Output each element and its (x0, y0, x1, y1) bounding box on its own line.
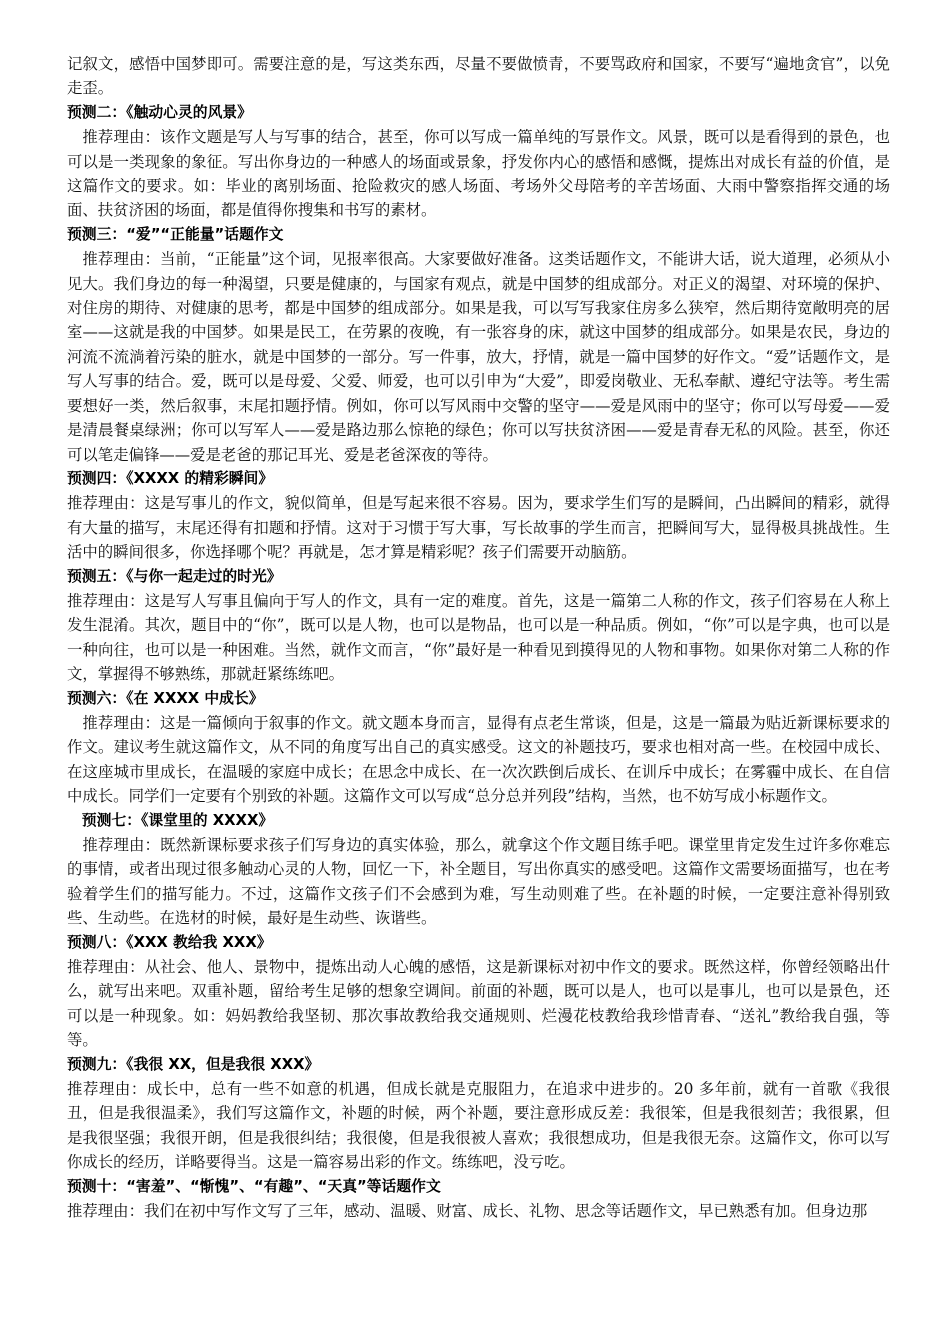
paragraph-prediction-4-reason: 推荐理由：这是写事儿的作文，貌似简单，但是写起来很不容易。因为，要求学生们写的是瞬间，凸出瞬间的精彩，就得有大量的描写，末尾还得有扣题和抒情。这对于习惯于写大事，写长故事的学生而言，把瞬间写大，显得极具挑战性。生活中的瞬间很多，你选择哪个呢？再就是，怎才算是精彩呢？孩子们需要开动脑筋。 (67, 494, 890, 562)
heading-prediction-10: 预测十：“害羞”、“惭愧”、“有趣”、“天真”等话题作文 (67, 1177, 441, 1195)
paragraph-prediction-10-reason: 推荐理由：我们在初中写作文写了三年，感动、温暖、财富、成长、礼物、思念等话题作文，早已熟悉有加。但身边那 (67, 1202, 868, 1221)
heading-prediction-6: 预测六：《在 XXXX 中成长》 (67, 689, 264, 707)
paragraph-prediction-6-reason: 推荐理由：这是一篇倾向于叙事的作文。就文题本身而言，显得有点老生常谈，但是，这是一篇最为贴近新课标要求的作文。建议考生就这篇作文，从不同的角度写出自己的真实感受。这文的补题技巧，要求也相对高一些。在校园中成长、在这座城市里成长，在温暖的家庭中成长；在思念中成长、在一次次跌倒后成长、在训斥中成长；在雾霾中成长、在自信中成长。同学们一定要有个别致的补题。这篇作文可以写成“总分总并列段”结构，当然，也不妨写成小标题作文。 (67, 713, 890, 806)
heading-prediction-4: 预测四：《XXXX 的精彩瞬间》 (67, 469, 274, 487)
paragraph-prediction-5-reason: 推荐理由：这是写人写事且偏向于写人的作文，具有一定的难度。首先，这是一篇第二人称的作文，孩子们容易在人称上发生混淆。其次，题目中的“你”，既可以是人物，也可以是物品，也可以是一种品质。例如，“你”可以是字典，也可以是一种向往，也可以是一种困难。当然，就作文而言，“你”最好是一种看见到摸得见的人物和事物。如果你对第二人称的作文，掌握得不够熟练，那就赶紧练练吧。 (67, 591, 890, 684)
paragraph-prediction-3-reason: 推荐理由：当前，“正能量”这个词，见报率很高。大家要做好准备。这类话题作文，不能讲大话，说大道理，必须从小见大。我们身边的每一种渴望，只要是健康的，与国家有观点，就是中国梦的组成部分。对正义的渴望、对环境的保护、对住房的期待、对健康的思考，都是中国梦的组成部分。如果是我，可以写写我家住房多么狭窄，然后期待宽敞明亮的居室——这就是我的中国梦。如果是民工，在劳累的夜晚，有一张容身的床，就这中国梦的组成部分。如果是农民，身边的河流不流淌着污染的脏水，就是中国梦的一部分。写一件事，放大，抒情，就是一篇中国梦的好作文。“爱”话题作文，是写人写事的结合。爱，既可以是母爱、父爱、师爱，也可以引申为“大爱”，即爱岗敬业、无私奉献、遵纪守法等。考生需要想好一类，然后叙事，末尾扣题抒情。例如，你可以写风雨中交警的坚守——爱是风雨中的坚守；你可以写母爱——爱是清晨餐桌绿洲；你可以写军人——爱是路边那么惊艳的绿色；你可以写扶贫济困——爱是青春无私的风险。甚至，你还可以笔走偏锋——爱是老爸的那记耳光、爱是老爸深夜的等待。 (67, 250, 890, 464)
heading-prediction-7: 预测七：《课堂里的 XXXX》 (81, 811, 274, 829)
heading-prediction-9: 预测九：《我很 XX，但是我很 XXX》 (67, 1055, 320, 1073)
heading-prediction-8: 预测八：《XXX 教给我 XXX》 (67, 933, 272, 951)
paragraph-prediction-8-reason: 推荐理由：从社会、他人、景物中，提炼出动人心魄的感悟，这是新课标对初中作文的要求。既然这样，你曾经领略出什么，就写出来吧。双重补题，留给考生足够的想象空调间。前面的补题，既可以是人，也可以是事儿，也可以是景色，还可以是一种现象。如：妈妈教给我坚韧、那次事故教给我交通规则、烂漫花枝教给我珍惜青春、“送礼”教给我自强，等等。 (67, 958, 890, 1050)
paragraph-prediction-2-reason: 推荐理由：该作文题是写人与写事的结合，甚至，你可以写成一篇单纯的写景作文。风景，既可以是看得到的景色，也可以是一类现象的象征。写出你身边的一种感人的场面或景象，抒发你内心的感悟和感慨，提炼出对成长有益的价值，是这篇作文的要求。如：毕业的离别场面、抢险救灾的感人场面、考场外父母陪考的辛苦场面、大雨中警察指挥交通的场面、扶贫济困的场面，都是值得你搜集和书写的素材。 (67, 128, 890, 220)
paragraph-prediction-7-reason: 推荐理由：既然新课标要求孩子们写身边的真实体验，那么，就拿这个作文题目练手吧。课堂里肯定发生过许多你难忘的事情，或者出现过很多触动心灵的人物，回忆一下，补全题目，写出你真实的感受吧。这篇作文需要场面描写，也在考验着学生们的描写能力。不过，这篇作文孩子们不会感到为难，写生动则难了些。在补题的时候，一定要注意补得别致些、生动些。在选材的时候，最好是生动些、诙谐些。 (67, 836, 890, 928)
heading-prediction-2: 预测二：《触动心灵的风景》 (67, 103, 252, 121)
paragraph-intro-continued: 记叙文，感悟中国梦即可。需要注意的是，写这类东西，尽量不要做愤青，不要骂政府和国家，不要写“遍地贪官”，以免走歪。 (67, 55, 890, 98)
paragraph-prediction-9-reason: 推荐理由：成长中，总有一些不如意的机遇，但成长就是克服阻力，在追求中进步的。20 多年前，就有一首歌《我很丑，但是我很温柔》，我们写这篇作文，补题的时候，两个补题，要注意形成反差：我很笨，但是我很刻苦；我很累，但是我很坚强；我很开朗，但是我很纠结；我很傻，但是我很被人喜欢；我很想成功，但是我很无奈。这篇作文，你可以写你成长的经历，详略要得当。这是一篇容易出彩的作文。练练吧，没亏吃。 (67, 1080, 890, 1172)
heading-prediction-5: 预测五：《与你一起走过的时光》 (67, 567, 282, 585)
heading-prediction-3: 预测三：“爱”“正能量”话题作文 (67, 225, 284, 243)
